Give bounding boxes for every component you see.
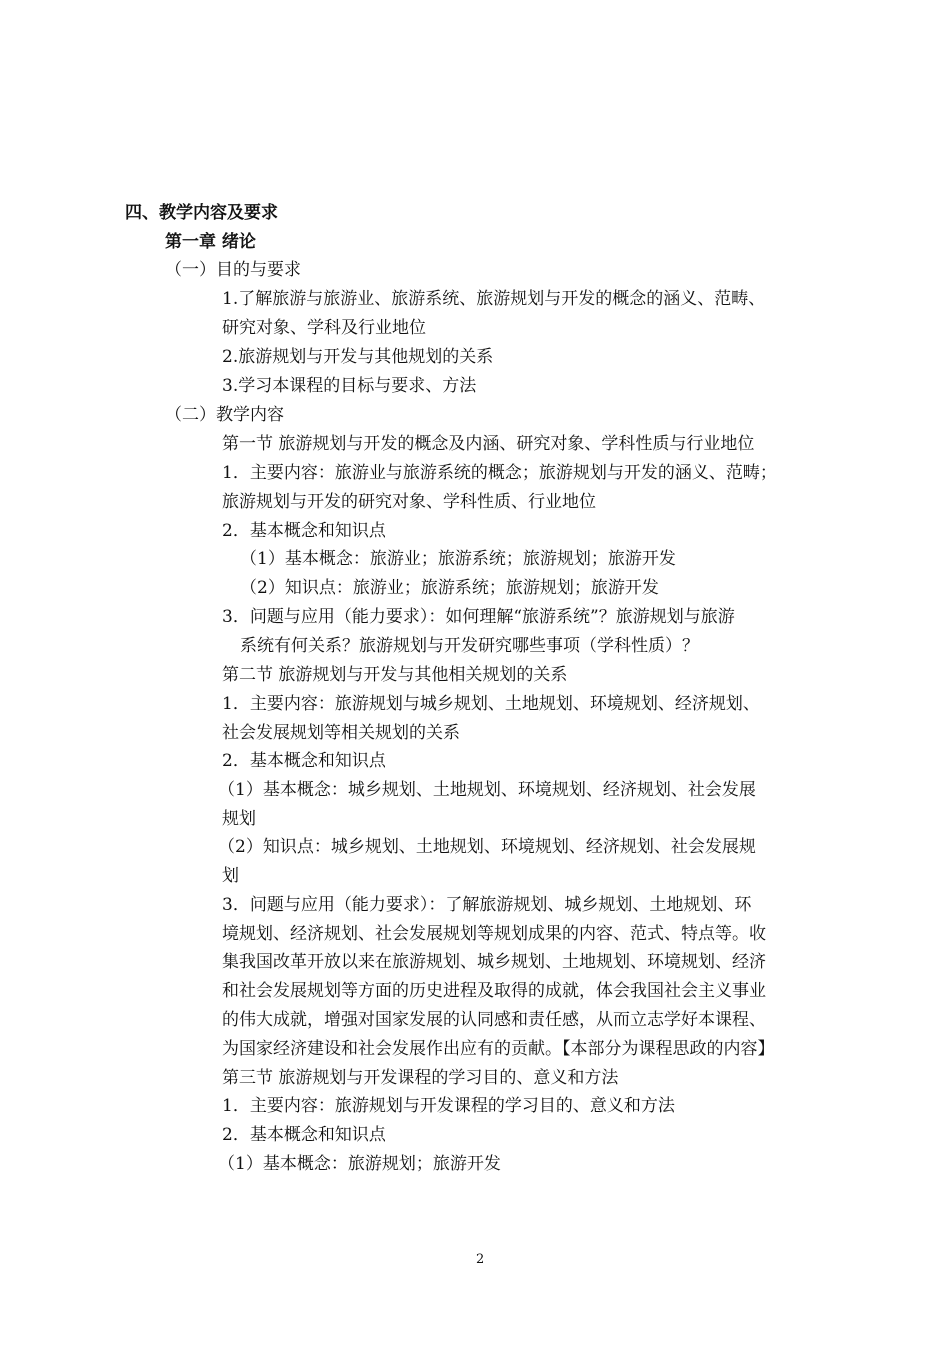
section2-problem-4: 和社会发展规划等方面的历史进程及取得的成就，体会我国社会主义事业 <box>222 981 766 1001</box>
section2-points-heading: 2．基本概念和知识点 <box>222 751 386 771</box>
section1-problem-1: 3．问题与应用（能力要求）：如何理解“旅游系统”？旅游规划与旅游 <box>222 607 735 627</box>
section-heading: 四、教学内容及要求 <box>125 203 278 223</box>
section3-points-heading: 2．基本概念和知识点 <box>222 1125 386 1145</box>
goal-line-3: 2.旅游规划与开发与其他规划的关系 <box>222 347 494 367</box>
goal-line-1: 1.了解旅游与旅游业、旅游系统、旅游规划与开发的概念的涵义、范畴、 <box>222 289 766 309</box>
part1-heading: （一）目的与要求 <box>165 260 301 280</box>
goal-line-2: 研究对象、学科及行业地位 <box>222 318 426 338</box>
part2-heading: （二）教学内容 <box>165 405 284 425</box>
section3-concepts: （1）基本概念：旅游规划；旅游开发 <box>218 1154 501 1174</box>
section2-problem-2: 境规划、经济规划、社会发展规划等规划成果的内容、范式、特点等。收 <box>222 924 766 944</box>
section1-problem-2: 系统有何关系？旅游规划与开发研究哪些事项（学科性质）？ <box>240 636 699 656</box>
section2-title: 第二节 旅游规划与开发与其他相关规划的关系 <box>222 665 568 685</box>
section2-knowledge-1: （2）知识点：城乡规划、土地规划、环境规划、经济规划、社会发展规 <box>218 837 756 857</box>
section1-points-heading: 2．基本概念和知识点 <box>222 521 386 541</box>
section2-problem-3: 集我国改革开放以来在旅游规划、城乡规划、土地规划、环境规划、经济 <box>222 952 766 972</box>
section2-concepts-2: 规划 <box>222 809 256 829</box>
section3-title: 第三节 旅游规划与开发课程的学习目的、意义和方法 <box>222 1068 619 1088</box>
section1-concepts: （1）基本概念：旅游业；旅游系统；旅游规划；旅游开发 <box>240 549 676 569</box>
section1-content-1: 1．主要内容：旅游业与旅游系统的概念；旅游规划与开发的涵义、范畴； <box>222 463 777 483</box>
section1-title: 第一节 旅游规划与开发的概念及内涵、研究对象、学科性质与行业地位 <box>222 434 755 454</box>
section1-knowledge: （2）知识点：旅游业；旅游系统；旅游规划；旅游开发 <box>240 578 659 598</box>
section2-content-1: 1．主要内容：旅游规划与城乡规划、土地规划、环境规划、经济规划、 <box>222 694 760 714</box>
section2-problem-6: 为国家经济建设和社会发展作出应有的贡献。【本部分为课程思政的内容】 <box>222 1039 775 1059</box>
section3-content: 1．主要内容：旅游规划与开发课程的学习目的、意义和方法 <box>222 1096 675 1116</box>
chapter-heading: 第一章 绪论 <box>165 232 256 252</box>
section2-concepts-1: （1）基本概念：城乡规划、土地规划、环境规划、经济规划、社会发展 <box>218 780 756 800</box>
section2-content-2: 社会发展规划等相关规划的关系 <box>222 723 460 743</box>
page-number: 2 <box>476 1252 485 1267</box>
goal-line-4: 3.学习本课程的目标与要求、方法 <box>222 376 477 396</box>
section2-problem-1: 3．问题与应用（能力要求）：了解旅游规划、城乡规划、土地规划、环 <box>222 895 752 915</box>
section2-knowledge-2: 划 <box>222 866 239 886</box>
section1-content-2: 旅游规划与开发的研究对象、学科性质、行业地位 <box>222 492 596 512</box>
section2-problem-5: 的伟大成就，增强对国家发展的认同感和责任感，从而立志学好本课程、 <box>222 1010 766 1030</box>
